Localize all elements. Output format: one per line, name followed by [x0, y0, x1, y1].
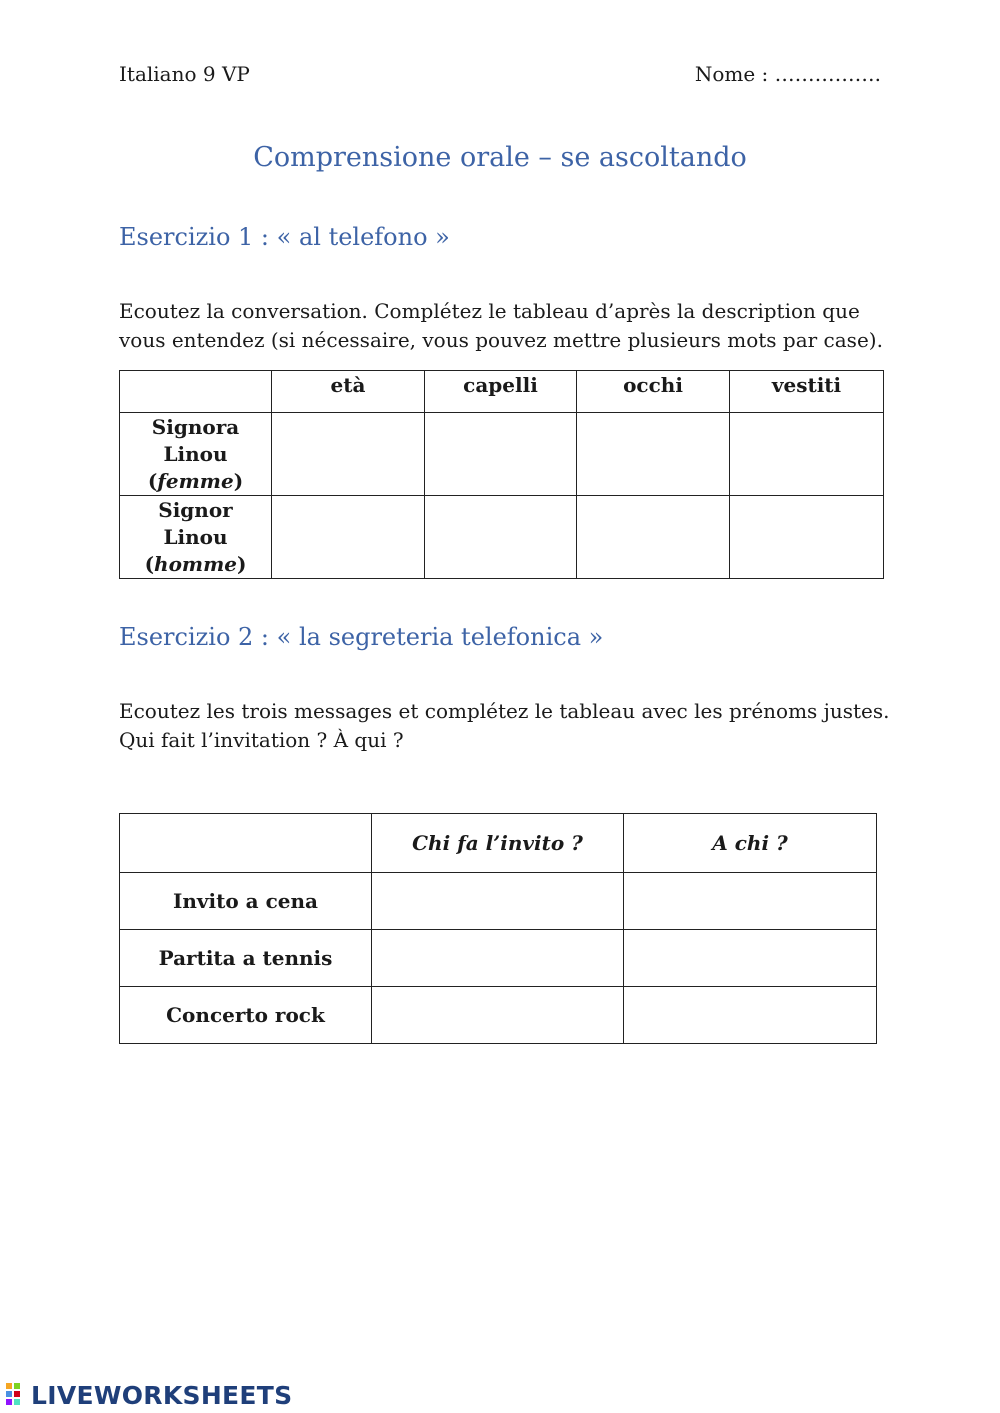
- column-header-occhi: occhi: [577, 371, 730, 413]
- paren-open: (: [144, 551, 155, 576]
- answer-cell[interactable]: [624, 987, 877, 1044]
- gender-label: femme: [157, 468, 234, 493]
- exercise1-instruction: [119, 297, 899, 355]
- answer-cell[interactable]: [425, 496, 577, 579]
- liveworksheets-logo-text: LIVEWORKSHEETS: [31, 1380, 293, 1410]
- paren-close: ): [236, 551, 247, 576]
- table-corner-cell: [120, 371, 272, 413]
- row-header-signor: [120, 496, 272, 579]
- row-header-line: Signora: [151, 414, 240, 439]
- row-header-partita-a-tennis: Partita a tennis: [120, 930, 372, 987]
- exercise2-instruction: [119, 697, 899, 755]
- table-header-row: [120, 371, 884, 413]
- gender-label: homme: [154, 551, 237, 576]
- header-name-field: Nome : …………….: [694, 62, 881, 86]
- row-header-line: Signor: [158, 497, 233, 522]
- column-header-a-chi: A chi ?: [624, 814, 877, 873]
- answer-cell[interactable]: [624, 873, 877, 930]
- header-course: Italiano 9 VP: [119, 62, 250, 86]
- paren-open: (: [147, 468, 158, 493]
- exercise2-table: [119, 813, 877, 1044]
- table-row: [120, 873, 877, 930]
- row-header-signora: [120, 413, 272, 496]
- page-title: Comprensione orale – se ascoltando: [253, 142, 747, 173]
- answer-cell[interactable]: [624, 930, 877, 987]
- exercise1-table: [119, 370, 884, 579]
- liveworksheets-logo: [6, 1380, 292, 1410]
- exercise2-title: Esercizio 2 : « la segreteria telefonica »: [119, 623, 604, 651]
- table-row: [120, 413, 884, 496]
- column-header-chi-fa-invito: Chi fa l’invito ?: [372, 814, 624, 873]
- exercise1-instruction-line1: Ecoutez la conversation. Complétez le tableau d’après la description que: [119, 299, 860, 323]
- answer-cell[interactable]: [577, 496, 730, 579]
- row-header-concerto-rock: Concerto rock: [120, 987, 372, 1044]
- liveworksheets-blocks-icon: [6, 1383, 28, 1407]
- exercise1-instruction-line2: vous entendez (si nécessaire, vous pouvez mettre plusieurs mots par case).: [119, 328, 883, 352]
- table-row: [120, 496, 884, 579]
- row-header-line: Linou: [163, 524, 228, 549]
- answer-cell[interactable]: [730, 496, 884, 579]
- column-header-vestiti: vestiti: [730, 371, 884, 413]
- exercise2-instruction-line1: Ecoutez les trois messages et complétez le tableau avec les prénoms justes.: [119, 699, 890, 723]
- answer-cell[interactable]: [372, 873, 624, 930]
- answer-cell[interactable]: [425, 413, 577, 496]
- column-header-capelli: capelli: [425, 371, 577, 413]
- table-corner-cell: [120, 814, 372, 873]
- table-header-row: [120, 814, 877, 873]
- row-header-line: Linou: [163, 441, 228, 466]
- exercise1-title: Esercizio 1 : « al telefono »: [119, 223, 450, 251]
- exercise2-instruction-line2: Qui fait l’invitation ? À qui ?: [119, 728, 404, 752]
- row-header-invito-a-cena: Invito a cena: [120, 873, 372, 930]
- table-row: [120, 987, 877, 1044]
- answer-cell[interactable]: [372, 930, 624, 987]
- paren-close: ): [233, 468, 244, 493]
- column-header-eta: età: [272, 371, 425, 413]
- answer-cell[interactable]: [272, 413, 425, 496]
- answer-cell[interactable]: [372, 987, 624, 1044]
- answer-cell[interactable]: [577, 413, 730, 496]
- table-row: [120, 930, 877, 987]
- answer-cell[interactable]: [272, 496, 425, 579]
- answer-cell[interactable]: [730, 413, 884, 496]
